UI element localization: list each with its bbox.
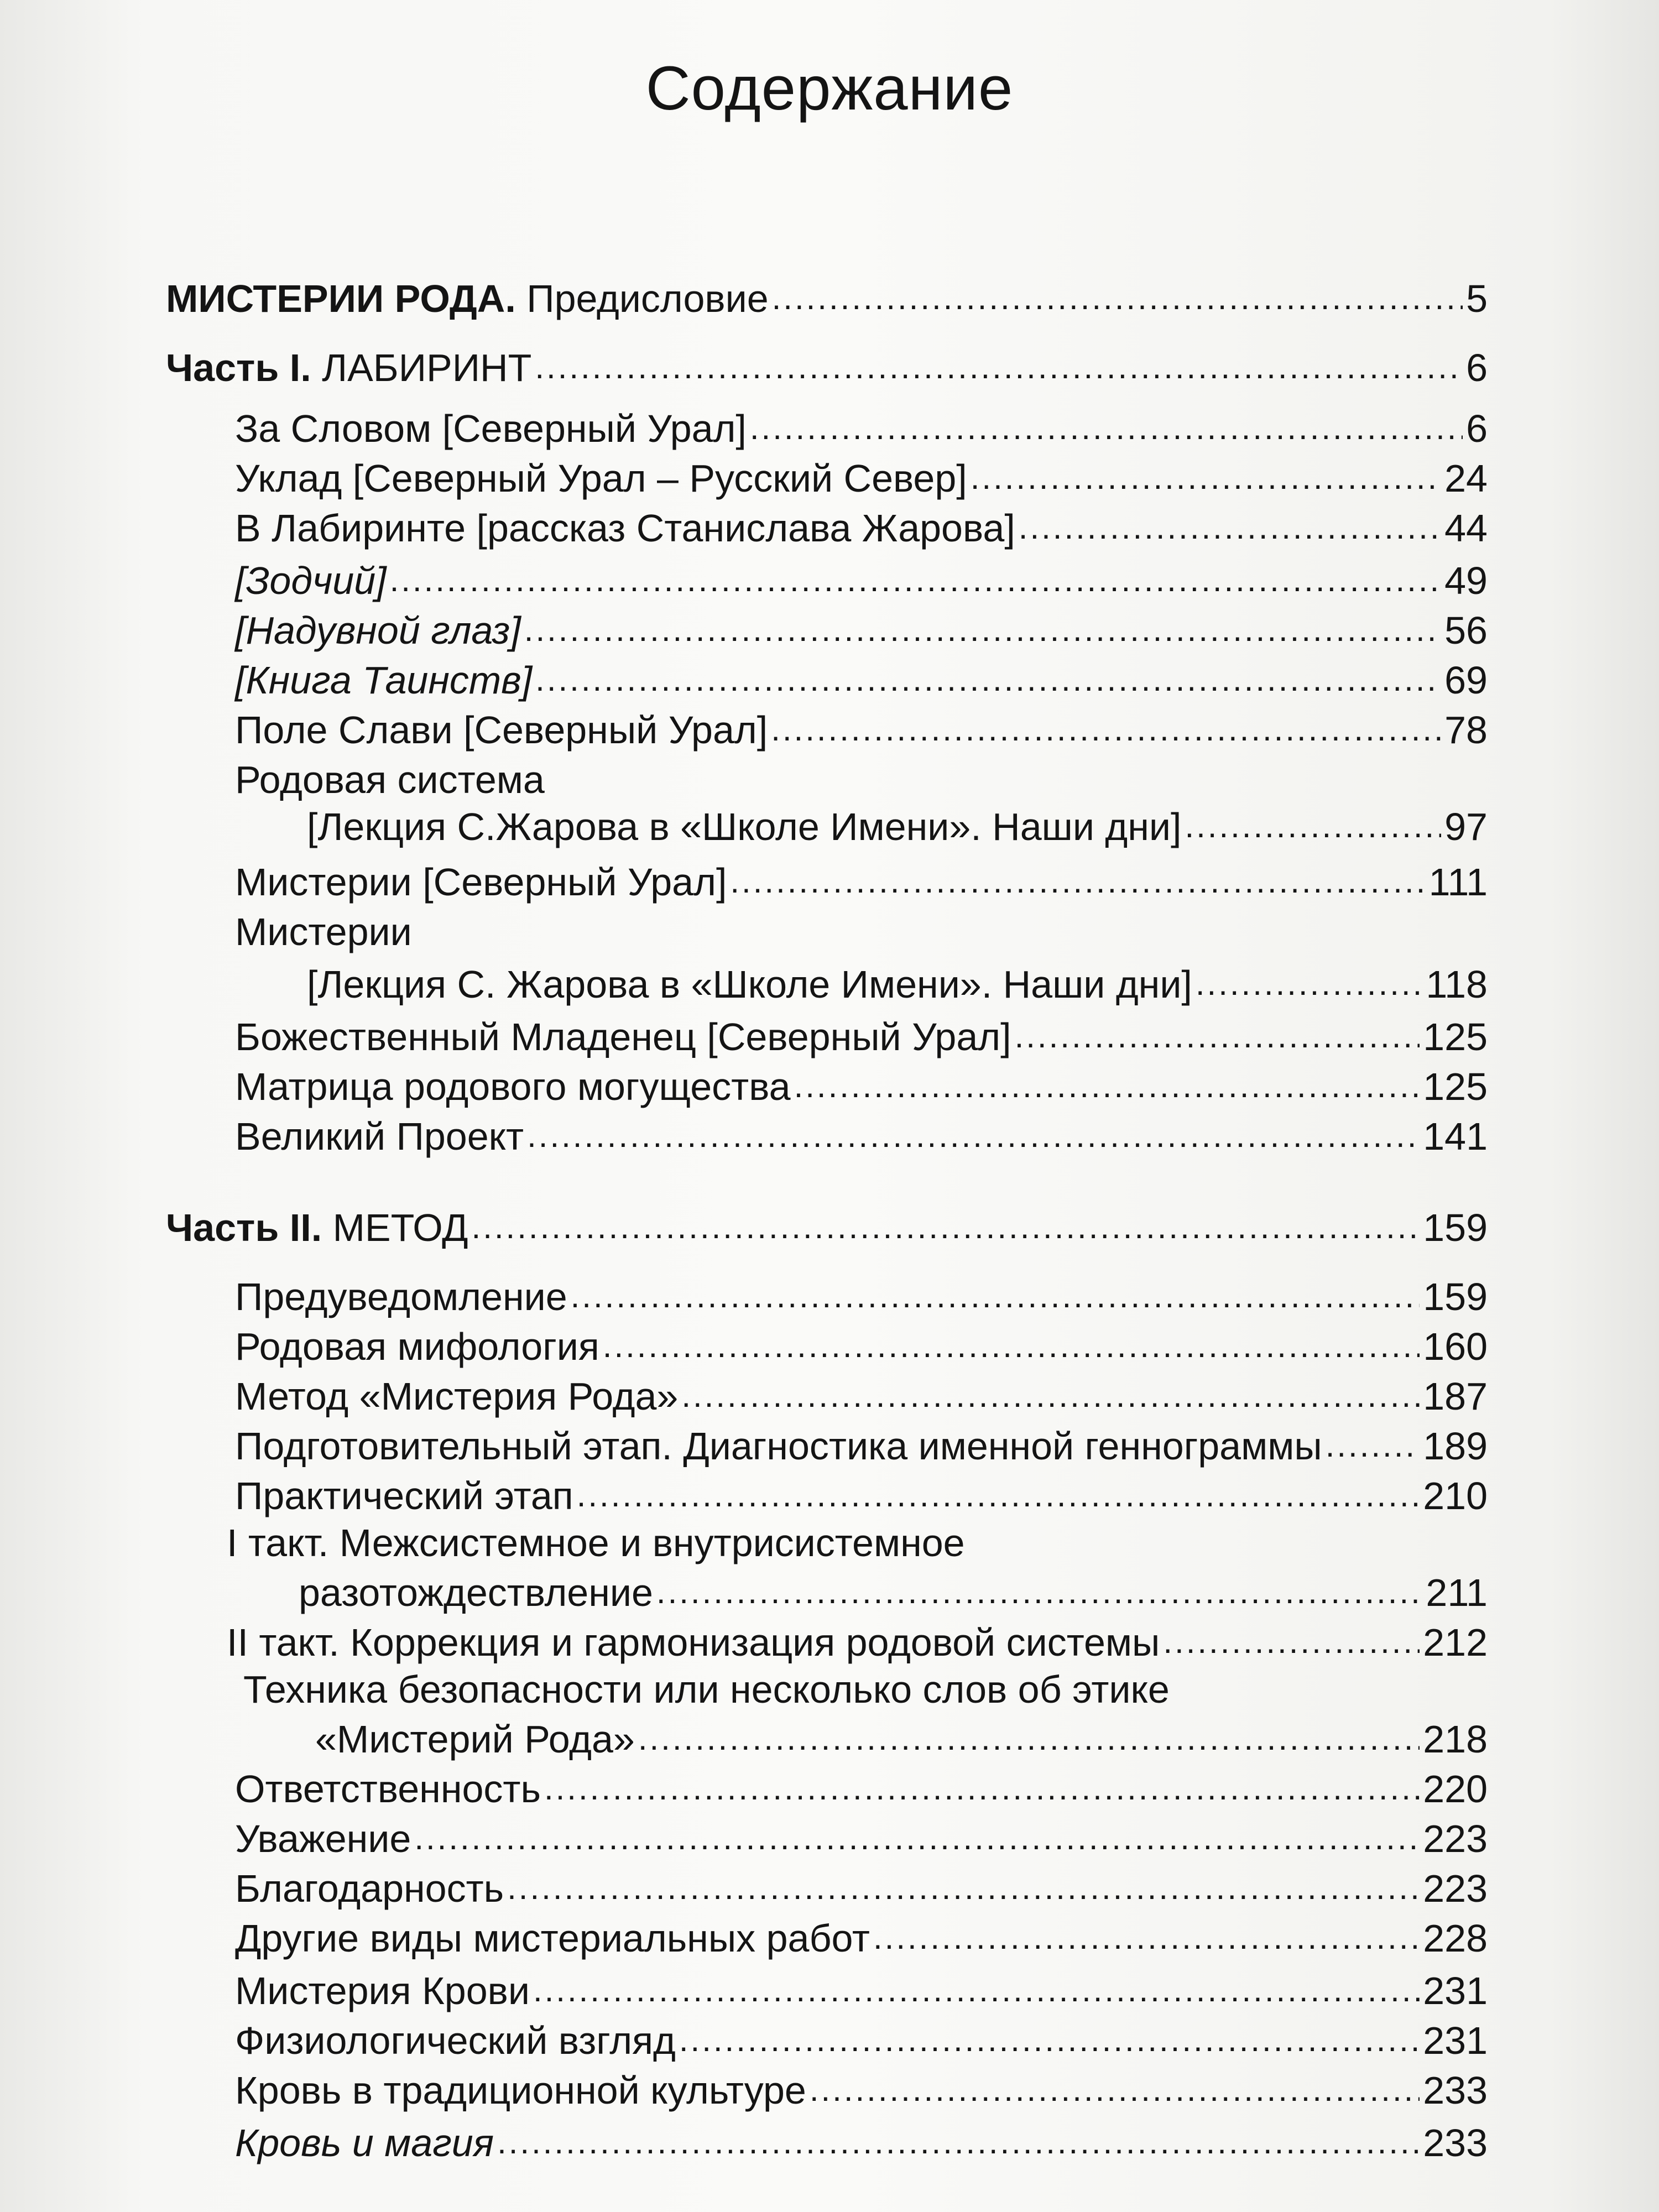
toc-entry-title: Уважение xyxy=(235,1817,411,1860)
toc-page-number: 210 xyxy=(1423,1474,1488,1517)
toc-entry[interactable] xyxy=(235,1067,1488,1106)
toc-entry-title: Подготовительный этап. Диагностика именной геннограммы xyxy=(235,1425,1322,1468)
toc-entry-title: За Словом [Северный Урал] xyxy=(235,407,747,450)
toc-page-number: 97 xyxy=(1444,805,1488,848)
dot-leader xyxy=(730,863,1425,901)
toc-entry[interactable] xyxy=(235,1919,1488,1958)
toc-part-label: МИСТЕРИИ РОДА. xyxy=(166,277,516,320)
dot-leader xyxy=(679,2021,1420,2060)
dot-leader xyxy=(794,1067,1420,1106)
dot-leader xyxy=(810,2071,1420,2110)
dot-leader xyxy=(571,1277,1420,1316)
toc-entry-title: В Лабиринте [рассказ Станислава Жарова] xyxy=(235,507,1015,550)
page-title: Содержание xyxy=(645,54,1014,123)
dot-leader xyxy=(771,711,1441,749)
toc-page-number: 6 xyxy=(1466,346,1488,389)
dot-leader xyxy=(524,611,1441,650)
toc-entry-title: Уклад [Северный Урал – Русский Север] xyxy=(235,457,967,500)
toc-page-number: 125 xyxy=(1423,1065,1488,1108)
dot-leader xyxy=(873,1919,1420,1958)
toc-page-number: 159 xyxy=(1423,1275,1488,1318)
dot-leader xyxy=(390,561,1442,600)
toc-entry[interactable] xyxy=(166,348,1488,387)
toc-entry-title: Мистерии [Северный Урал] xyxy=(235,860,727,904)
toc-entry[interactable] xyxy=(235,2121,1488,2164)
toc-page-number: 160 xyxy=(1423,1325,1488,1368)
toc-entry-title: Практический этап xyxy=(235,1474,573,1517)
toc-page-number: 159 xyxy=(1423,1206,1488,1249)
dot-leader xyxy=(1019,509,1441,547)
toc-entry-title: Предуведомление xyxy=(235,1275,567,1318)
toc-entry-first-line: I такт. Межсистемное и внутрисистемное xyxy=(227,1521,965,1564)
toc-page-number: 44 xyxy=(1444,507,1488,550)
dot-leader xyxy=(638,1720,1420,1759)
toc-entry[interactable] xyxy=(235,1015,1488,1058)
dot-leader xyxy=(1185,807,1441,846)
toc-entry[interactable] xyxy=(235,507,1488,550)
toc-page-number: 6 xyxy=(1466,407,1488,450)
toc-entry-title: Часть I. ЛАБИРИНТ xyxy=(166,346,532,389)
toc-entry[interactable] xyxy=(235,1277,1488,1316)
toc-page-number: 5 xyxy=(1466,277,1488,320)
toc-page-number: 141 xyxy=(1423,1115,1488,1158)
toc-page-number: 231 xyxy=(1423,1969,1488,2012)
toc-entry-title: Другие виды мистериальных работ xyxy=(235,1917,870,1960)
toc-entry[interactable] xyxy=(166,279,1488,318)
toc-page-number: 218 xyxy=(1423,1718,1488,1761)
toc-entry[interactable] xyxy=(315,1720,1488,1759)
dot-leader xyxy=(971,459,1441,498)
toc-entry[interactable] xyxy=(235,459,1488,498)
toc-entry-first-line: Родовая система xyxy=(235,758,545,801)
dot-leader xyxy=(497,2124,1420,2162)
dot-leader xyxy=(535,348,1463,387)
toc-entry[interactable] xyxy=(227,1623,1488,1662)
dot-leader xyxy=(544,1770,1420,1808)
dot-leader xyxy=(414,1819,1420,1858)
toc-entry[interactable] xyxy=(299,1573,1488,1612)
toc-page-number: 189 xyxy=(1423,1425,1488,1468)
toc-entry[interactable] xyxy=(235,409,1488,448)
toc-entry-title: [Лекция С. Жарова в «Школе Имени». Наши дни] xyxy=(307,963,1192,1006)
toc-entry-first-line: Мистерии xyxy=(235,910,412,953)
toc-page-number: 223 xyxy=(1423,1817,1488,1860)
toc-page-number: 211 xyxy=(1426,1571,1488,1614)
toc-entry[interactable] xyxy=(235,1117,1488,1156)
toc-entry-title: Великий Проект xyxy=(235,1115,524,1158)
toc-entry-title: Мистерия Крови xyxy=(235,1969,530,2012)
toc-entry[interactable] xyxy=(235,2071,1488,2110)
toc-entry[interactable] xyxy=(235,1819,1488,1858)
dot-leader xyxy=(527,1117,1420,1156)
toc-entry[interactable] xyxy=(235,708,1488,752)
toc-entry[interactable] xyxy=(235,860,1488,904)
toc-entry-title: Часть II. МЕТОД xyxy=(166,1206,468,1249)
toc-entry-title: Божественный Младенец [Северный Урал] xyxy=(235,1015,1011,1058)
toc-entry-title: II такт. Коррекция и гармонизация родовой системы xyxy=(227,1621,1160,1664)
toc-page-number: 233 xyxy=(1423,2121,1488,2164)
toc-page-number: 69 xyxy=(1444,659,1488,702)
toc-part-label: Часть II. xyxy=(166,1206,322,1249)
dot-leader xyxy=(533,1971,1420,2010)
toc-page-number: 125 xyxy=(1423,1015,1488,1058)
dot-leader xyxy=(1196,965,1423,1004)
toc-page-number: 24 xyxy=(1444,457,1488,500)
toc-entry-title: Благодарность xyxy=(235,1867,504,1910)
toc-entry-title: «Мистерий Рода» xyxy=(315,1718,635,1761)
toc-entry[interactable] xyxy=(235,661,1488,700)
toc-entry-title: Матрица родового могущества xyxy=(235,1065,791,1108)
toc-entry-title: Кровь и магия xyxy=(235,2121,494,2164)
toc-page-number: 223 xyxy=(1423,1867,1488,1910)
dot-leader xyxy=(1326,1427,1420,1465)
toc-entry-title: Метод «Мистерия Рода» xyxy=(235,1375,679,1418)
toc-page-number: 212 xyxy=(1423,1621,1488,1664)
toc-entry[interactable] xyxy=(235,1425,1488,1468)
toc-page-number: 231 xyxy=(1423,2019,1488,2062)
toc-entry-first-line: Техника безопасности или несколько слов об этике xyxy=(243,1668,1170,1711)
toc-entry[interactable] xyxy=(235,1377,1488,1416)
toc-entry[interactable] xyxy=(307,807,1488,846)
toc-entry[interactable] xyxy=(235,611,1488,650)
dot-leader xyxy=(507,1869,1420,1908)
dot-leader xyxy=(603,1327,1420,1366)
dot-leader xyxy=(772,279,1463,318)
toc-entry[interactable] xyxy=(307,965,1488,1004)
toc-page-number: 118 xyxy=(1426,963,1488,1006)
toc-entry[interactable] xyxy=(235,2021,1488,2060)
toc-page-number: 49 xyxy=(1444,559,1488,602)
toc-entry[interactable] xyxy=(235,1971,1488,2010)
toc-page-number: 233 xyxy=(1423,2069,1488,2112)
toc-page-number: 187 xyxy=(1423,1375,1488,1418)
toc-entry-title: [Зодчий] xyxy=(235,559,387,602)
toc-part-label: Часть I. xyxy=(166,346,311,389)
toc-page-number: 78 xyxy=(1444,708,1488,752)
toc-entry-title: Физиологический взгляд xyxy=(235,2019,676,2062)
toc-entry-title: разотождествление xyxy=(299,1571,653,1614)
toc-page-number: 56 xyxy=(1444,609,1488,652)
dot-leader xyxy=(750,409,1463,448)
toc-entry[interactable] xyxy=(235,1474,1488,1517)
dot-leader xyxy=(656,1573,1422,1612)
toc-entry[interactable] xyxy=(235,1767,1488,1811)
toc-page-number: 111 xyxy=(1428,860,1488,904)
toc-entry-title: Поле Слави [Северный Урал] xyxy=(235,708,768,752)
toc-entry-title: МИСТЕРИИ РОДА. Предисловие xyxy=(166,277,769,320)
toc-entry-title: Родовая мифология xyxy=(235,1325,599,1368)
toc-entry[interactable] xyxy=(235,1327,1488,1366)
toc-entry-title: [Надувной глаз] xyxy=(235,609,521,652)
toc-entry[interactable] xyxy=(166,1208,1488,1247)
toc-entry-title: [Книга Таинств] xyxy=(235,659,533,702)
toc-entry[interactable] xyxy=(235,1869,1488,1908)
dot-leader xyxy=(472,1208,1420,1247)
toc-page-number: 228 xyxy=(1423,1917,1488,1960)
toc-entry[interactable] xyxy=(235,561,1488,600)
dot-leader xyxy=(577,1477,1420,1515)
dot-leader xyxy=(1015,1018,1420,1056)
dot-leader xyxy=(1163,1623,1420,1662)
dot-leader xyxy=(535,661,1441,700)
toc-page-number: 220 xyxy=(1423,1767,1488,1811)
dot-leader xyxy=(681,1377,1420,1416)
toc-entry-title: [Лекция С.Жарова в «Школе Имени». Наши дни] xyxy=(307,805,1182,848)
toc-entry-title: Кровь в традиционной культуре xyxy=(235,2069,806,2112)
toc-entry-title: Ответственность xyxy=(235,1767,541,1811)
